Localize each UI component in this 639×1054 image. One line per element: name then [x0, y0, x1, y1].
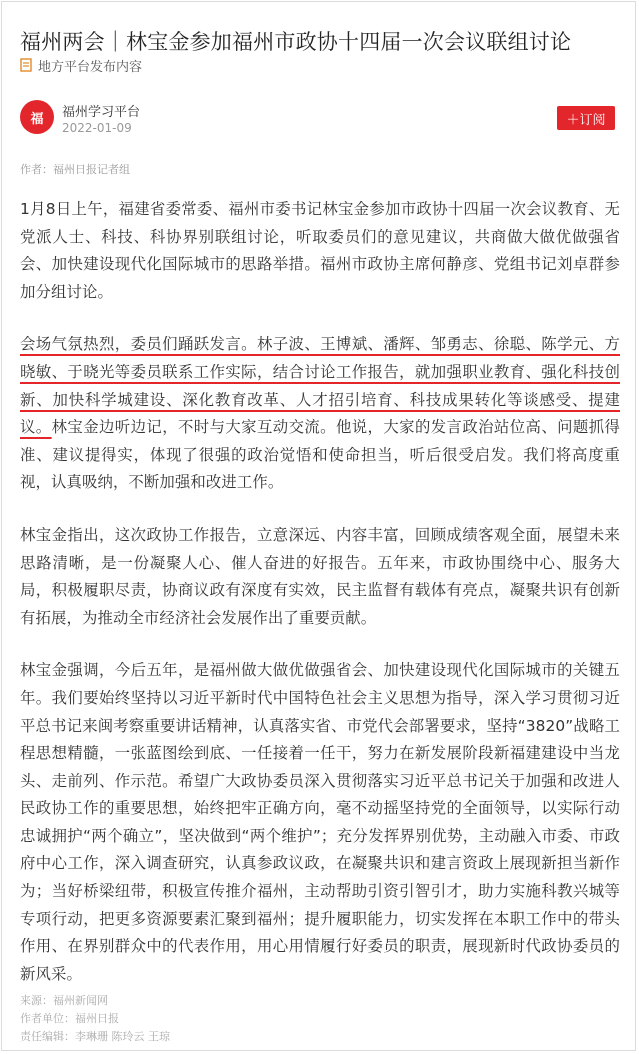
- footer-editor: 责任编辑：李琳珊 陈玲云 王琼: [20, 1030, 170, 1043]
- article-body: [20, 196, 620, 1013]
- platform-label: 地方平台发布内容: [38, 59, 143, 75]
- footer-unit: 作者单位：福州日报: [20, 1012, 119, 1025]
- paragraph-3: 林宝金指出，这次政协工作报告，立意深远、内容丰富，回顾成绩客观全面，展望未来思路清晰，是一份凝聚人心、催人奋进的好报告。五年来，市政协围绕中心、服务大局，积极履职尽责，协商议政有深度有实效，民主监督有载体有亮点，凝聚共识有创新有拓展，为推动全市经济社会发展作出了重要贡献。: [20, 525, 620, 627]
- publish-date: 2022-01-09: [62, 121, 132, 135]
- highlight-text-1: 会场气氛热烈，委员们踊跃发言。: [20, 335, 257, 354]
- source-avatar[interactable]: 福: [20, 100, 54, 134]
- article-footer: [20, 992, 170, 1046]
- platform-badge: [20, 56, 142, 74]
- subscribe-button[interactable]: ＋订阅: [557, 106, 615, 130]
- source-name[interactable]: 福州学习平台: [62, 105, 141, 120]
- paragraph-2: [20, 331, 620, 497]
- highlight-text-2: 林子波、王博斌、潘辉、邹勇志、徐聪、陈学元、方晓敏、于晓光等委员联系工作实际，结合讨论工作报告，就加强职业教育、强化科技创新、加快科学城建设、深化教育改革、人才招引培育、科技成果转化等谈感受、提建议。: [20, 335, 620, 437]
- document-icon: [20, 58, 32, 72]
- article-title: 福州两会｜林宝金参加福州市政协十四届一次会议联组讨论: [20, 30, 572, 55]
- footer-source: 来源：福州新闻网: [20, 994, 108, 1007]
- paragraph-2-rest: 林宝金边听边记，不时与大家互动交流。他说，大家的发言政治站位高、问题抓得准、建议提得实，体现了很强的政治觉悟和使命担当，听后很受启发。我们将高度重视，认真吸纳，不断加强和改进工作。: [20, 418, 621, 492]
- author-line: 作者：福州日报记者组: [20, 163, 130, 176]
- paragraph-4: 林宝金强调，今后五年，是福州做大做优做强省会、加快建设现代化国际城市的关键五年。我们要始终坚持以习近平新时代中国特色社会主义思想为指导，深入学习贯彻习近平总书记来闽考察重要讲话精神，认真落实省、市党代会部署要求，坚持“3820”战略工程思想精髓，一张蓝图绘到底、一任接着一任干，努力在新发展阶段新福建建设中当龙头、走前列、作示范。希望广大政协委员深入贯彻落实习近平总书记关于加强和改进人民政协工作的重要思想，始终把牢正确方向，毫不动摇坚持党的全面领导，以实际行动忠诚拥护“两个确立”，坚决做到“两个维护”；充分发挥界别优势，主动融入市委、市政府中心工作，深入调查研究，认真参政议政，在凝聚共识和建言资政上展现新担当新作为；当好桥梁纽带，积极宣传推介福州，主动帮助引资引智引才，助力实施科教兴城等专项行动，把更多资源要素汇聚到福州；提升履职能力，切实发挥在本职工作中的带头作用、在界别群众中的代表作用，用心用情履行好委员的职责，展现新时代政协委员的新风采。: [20, 661, 620, 983]
- paragraph-1: 1月8日上午，福建省委常委、福州市委书记林宝金参加市政协十四届一次会议教育、无党派人士、科技、科协界别联组讨论，听取委员们的意见建议，共商做大做优做强省会、加快建设现代化国际城市的思路举措。福州市政协主席何静彦、党组书记刘卓群参加分组讨论。: [20, 200, 620, 301]
